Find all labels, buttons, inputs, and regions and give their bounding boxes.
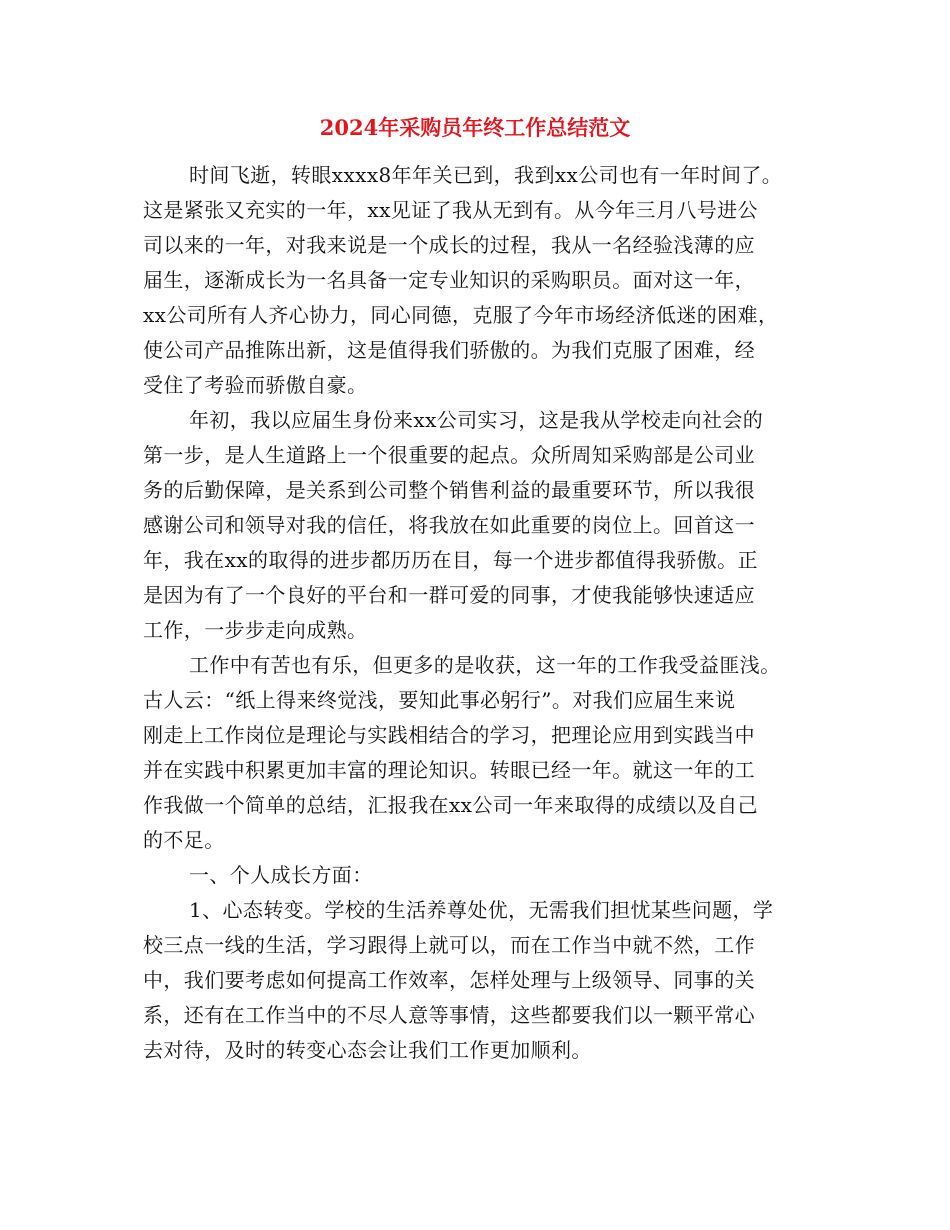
paragraph-line: 工作，一步步走向成熟。: [143, 618, 368, 642]
paragraph-line: 并在实践中积累更加丰富的理论知识。转眼已经一年。就这一年的工: [143, 758, 755, 782]
paragraph-line: 使公司产品推陈出新，这是值得我们骄傲的。为我们克服了困难，经: [143, 338, 755, 362]
paragraph-line: 年初，我以应届生身份来xx公司实习，这是我从学校走向社会的: [189, 408, 764, 432]
paragraph-line: 务的后勤保障，是关系到公司整个销售利益的最重要环节，所以我很: [143, 478, 755, 502]
paragraph-line: xx公司所有人齐心协力，同心同德，克服了今年市场经济低迷的困难，: [143, 303, 779, 327]
paragraph-line: 受住了考验而骄傲自豪。: [143, 373, 368, 397]
paragraph-line: 届生，逐渐成长为一名具备一定专业知识的采购职员。面对这一年，: [143, 268, 755, 292]
paragraph-line: 去对待，及时的转变心态会让我们工作更加顺利。: [143, 1038, 592, 1062]
paragraph-line: 时间飞逝，转眼xxxx8年年关已到，我到xx公司也有一年时间了。: [189, 163, 783, 187]
paragraph-line: 第一步，是人生道路上一个很重要的起点。众所周知采购部是公司业: [143, 443, 755, 467]
paragraph-line: 这是紧张又充实的一年，xx见证了我从无到有。从今年三月八号进公: [143, 198, 758, 222]
section-heading: 一、个人成长方面：: [189, 863, 373, 887]
paragraph-line: 作我做一个简单的总结，汇报我在xx公司一年来取得的成绩以及自己: [143, 793, 758, 817]
paragraph-line: 工作中有苦也有乐，但更多的是收获，这一年的工作我受益匪浅。: [189, 653, 781, 677]
paragraph-line: 校三点一线的生活，学习跟得上就可以，而在工作当中就不然，工作: [143, 933, 755, 957]
paragraph-line: 司以来的一年，对我来说是一个成长的过程，我从一名经验浅薄的应: [143, 233, 755, 257]
paragraph-line: 中，我们要考虑如何提高工作效率，怎样处理与上级领导、同事的关: [143, 968, 755, 992]
paragraph-line: 的不足。: [143, 828, 225, 852]
paragraph-line: 是因为有了一个良好的平台和一群可爱的同事，才使我能够快速适应: [143, 583, 755, 607]
paragraph-line: 1、心态转变。学校的生活养尊处优，无需我们担忧某些问题，学: [189, 898, 774, 922]
paragraph-line: 古人云：“纸上得来终觉浅，要知此事必躬行”。对我们应届生来说: [143, 688, 736, 712]
document-body: [143, 158, 811, 1068]
document-title: 2024年采购员年终工作总结范文: [319, 115, 631, 140]
paragraph-line: 感谢公司和领导对我的信任，将我放在如此重要的岗位上。回首这一: [143, 513, 755, 537]
paragraph-line: 年，我在xx的取得的进步都历历在目，每一个进步都值得我骄傲。正: [143, 548, 758, 572]
paragraph-line: 系，还有在工作当中的不尽人意等事情，这些都要我们以一颗平常心: [143, 1003, 755, 1027]
paragraph-line: 刚走上工作岗位是理论与实践相结合的学习，把理论应用到实践当中: [143, 723, 755, 747]
